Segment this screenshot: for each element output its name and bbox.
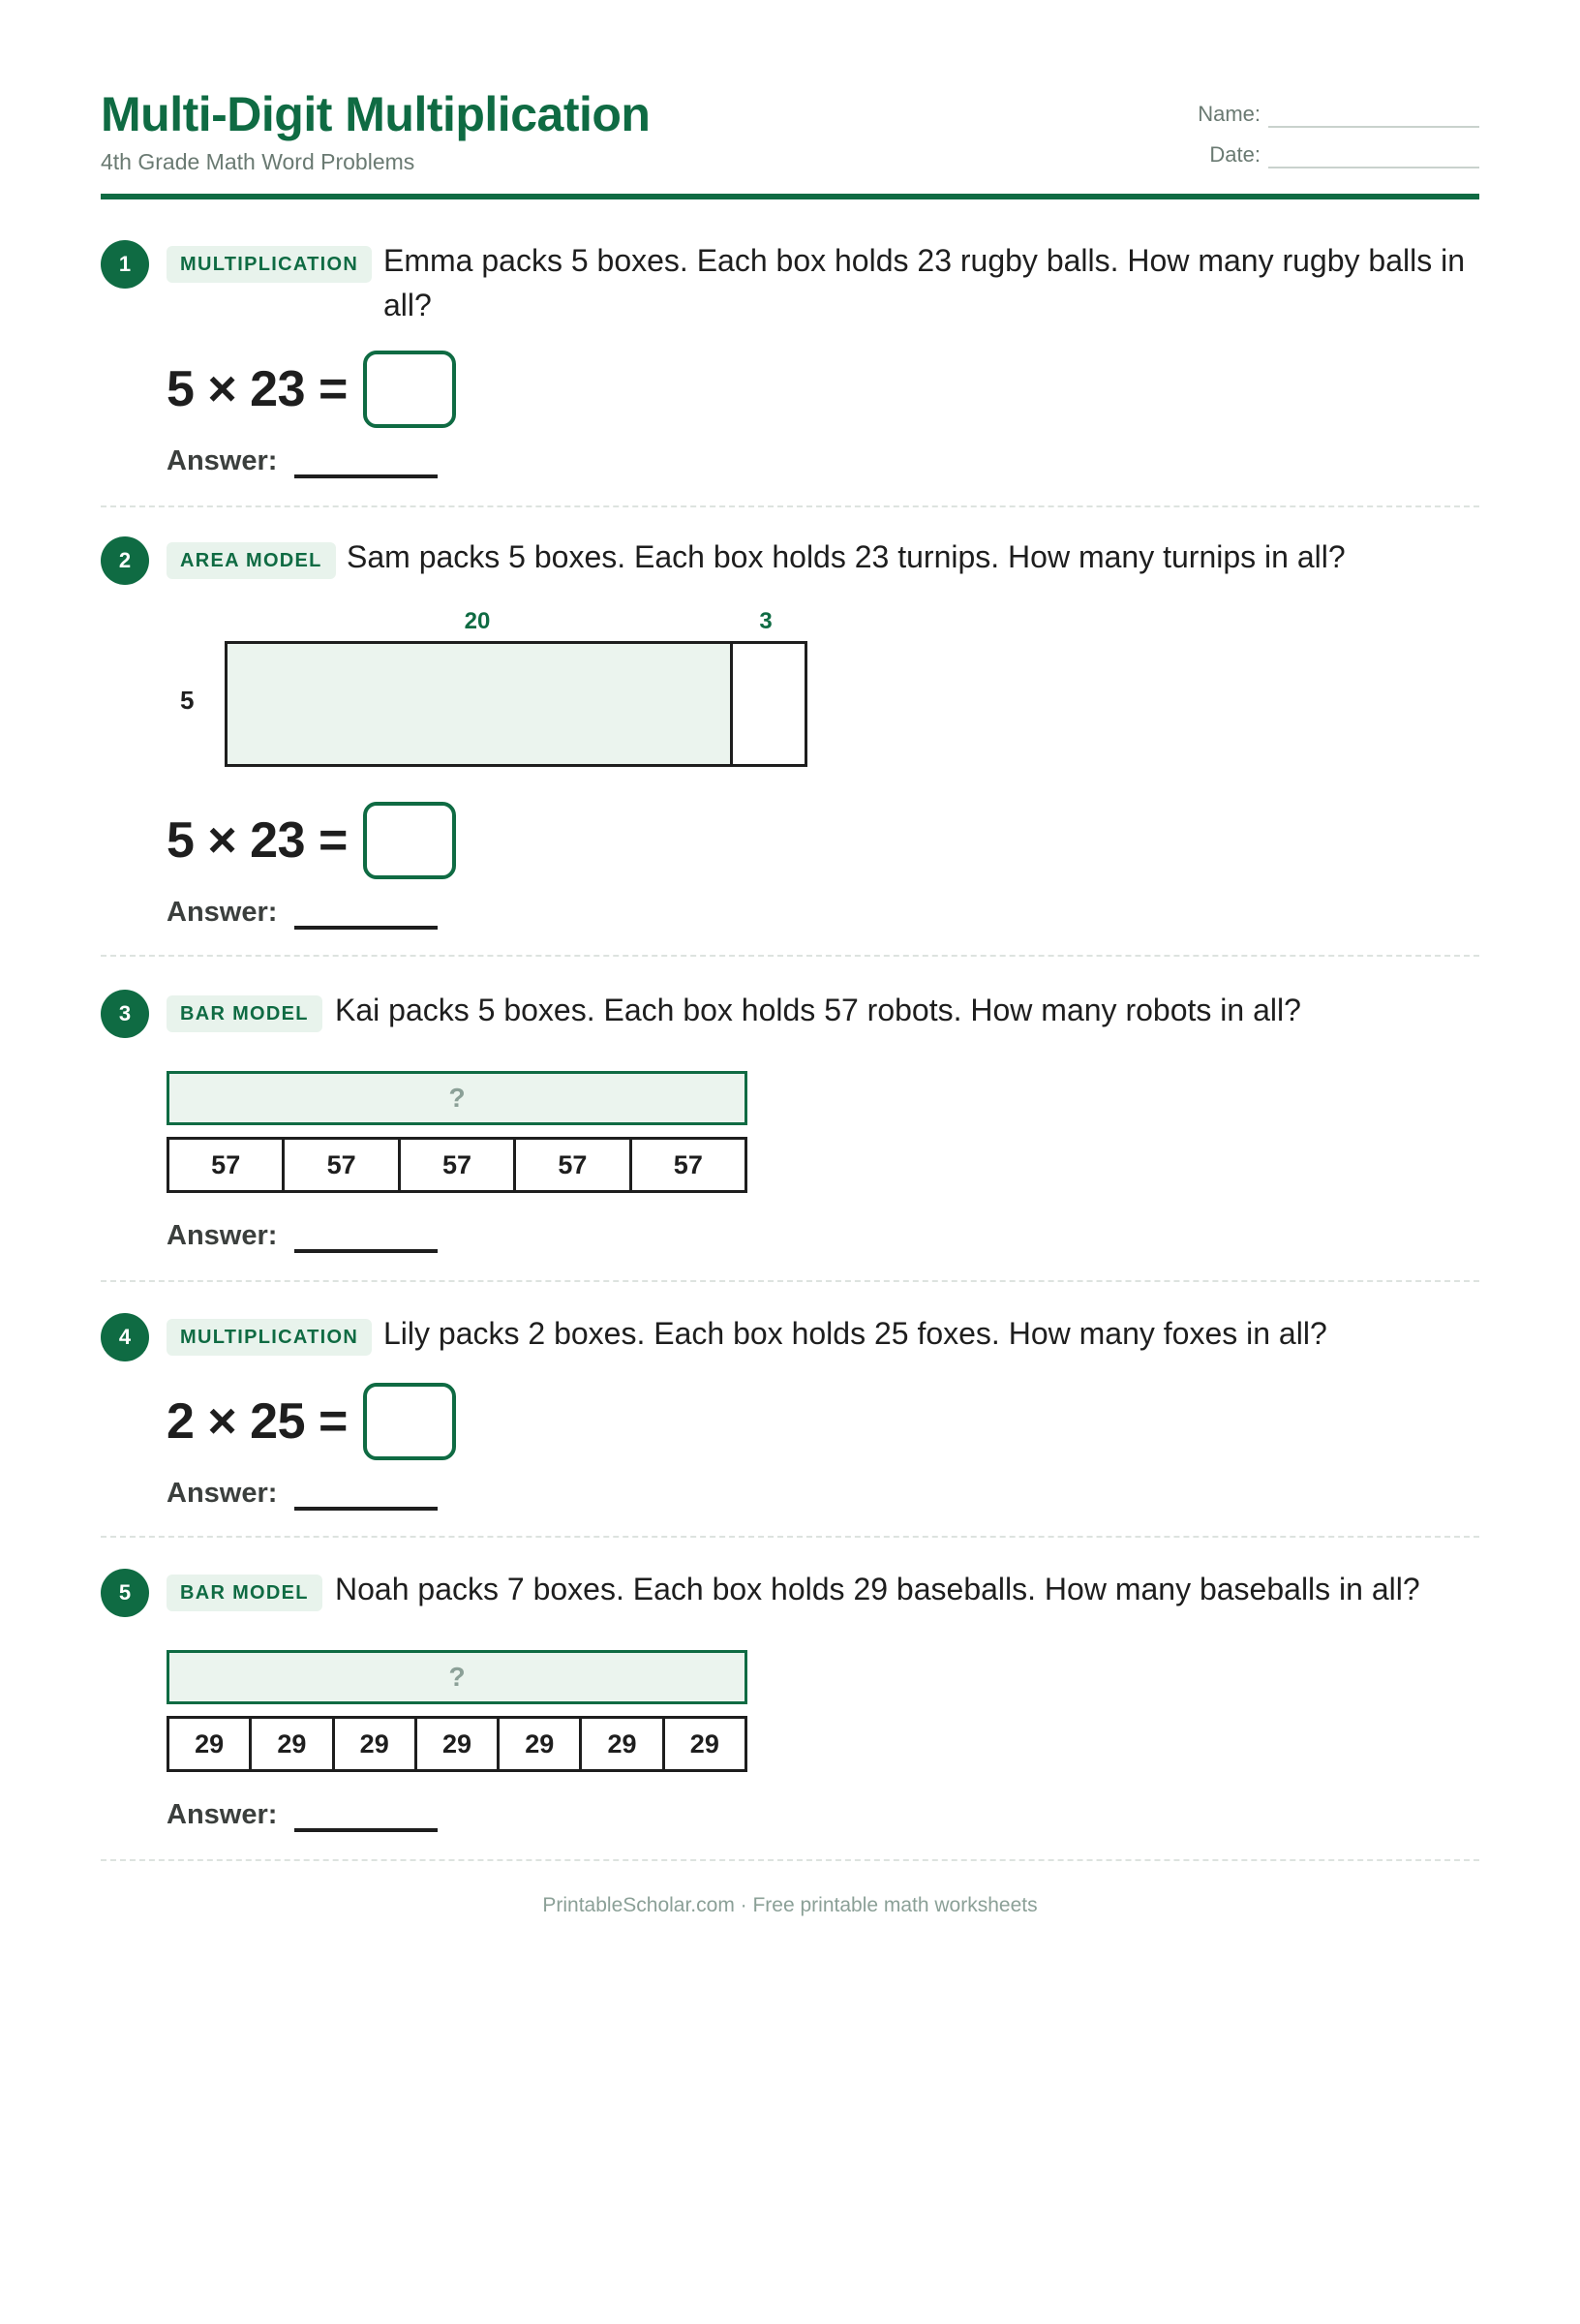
area-cell-tens [225, 641, 733, 767]
name-line[interactable] [1268, 107, 1479, 128]
problem-question: Emma packs 5 boxes. Each box holds 23 rugby balls. How many rugby balls in all? [383, 243, 1465, 322]
bar-total: ? [167, 1071, 747, 1125]
answer-row [167, 1793, 438, 1832]
worksheet-page [101, 0, 1479, 2324]
name-label: Name: [1198, 102, 1261, 126]
answer-row [167, 1214, 438, 1253]
answer-label: Answer: [167, 1478, 278, 1509]
bar-part: 29 [417, 1719, 500, 1769]
bar-part: 29 [582, 1719, 664, 1769]
worksheet-header [101, 83, 1479, 199]
equation-text: 2 × 25 = [167, 1393, 348, 1450]
bar-part: 57 [285, 1140, 400, 1190]
date-line[interactable] [1268, 147, 1479, 168]
equation-text: 5 × 23 = [167, 361, 348, 417]
problem-tag: MULTIPLICATION [167, 1319, 372, 1356]
footer-text: PrintableScholar.com · Free printable math worksheets [542, 1894, 1038, 1916]
bar-part: 57 [673, 1149, 703, 1179]
name-field[interactable] [1198, 99, 1479, 128]
bar-parts [167, 1137, 747, 1193]
bar-part: 57 [401, 1140, 516, 1190]
problem-5 [101, 1569, 1479, 1861]
bar-part: 29 [335, 1719, 417, 1769]
area-side-label: 5 [180, 686, 195, 715]
bar-part: 57 [169, 1140, 285, 1190]
bar-model [167, 1650, 747, 1774]
answer-box[interactable] [363, 802, 456, 879]
problem-tag: BAR MODEL [167, 995, 322, 1032]
problem-number: 2 [101, 536, 149, 585]
problem-2 [101, 536, 1479, 957]
problem-tag: AREA MODEL [167, 542, 336, 579]
bar-model [167, 1071, 747, 1195]
answer-row [167, 440, 438, 478]
answer-box[interactable] [363, 1383, 456, 1460]
equation [167, 1383, 456, 1460]
bar-part: 29 [500, 1719, 582, 1769]
bar-total: ? [167, 1650, 747, 1704]
answer-row [167, 891, 438, 930]
equation-text: 5 × 23 = [167, 812, 348, 869]
problem-tag: BAR MODEL [167, 1575, 322, 1611]
problem-tag: MULTIPLICATION [167, 246, 372, 283]
problem-number: 3 [101, 990, 149, 1038]
bar-part: 57 [516, 1140, 631, 1190]
bar-part: 29 [689, 1728, 719, 1758]
date-label: Date: [1209, 142, 1261, 167]
answer-label: Answer: [167, 1799, 278, 1830]
problem-question: Sam packs 5 boxes. Each box holds 23 turnips. How many turnips in all? [347, 539, 1346, 574]
area-model [167, 608, 844, 782]
equation [167, 351, 456, 428]
date-field[interactable] [1209, 139, 1479, 168]
answer-line[interactable] [294, 901, 438, 930]
page-title: Multi-Digit Multiplication [101, 87, 651, 141]
page-subtitle: 4th Grade Math Word Problems [101, 149, 415, 174]
answer-line[interactable] [294, 449, 438, 478]
problem-3 [101, 990, 1479, 1282]
problem-1 [101, 238, 1479, 507]
area-top-label: 3 [759, 608, 773, 634]
problem-question: Lily packs 2 boxes. Each box holds 25 foxes. How many foxes in all? [383, 1316, 1327, 1351]
answer-line[interactable] [294, 1803, 438, 1832]
problem-question: Noah packs 7 boxes. Each box holds 29 baseballs. How many baseballs in all? [335, 1572, 1420, 1606]
answer-label: Answer: [167, 1220, 278, 1251]
answer-row [167, 1472, 438, 1511]
answer-line[interactable] [294, 1224, 438, 1253]
problem-number: 1 [101, 240, 149, 289]
area-cell-ones [730, 641, 807, 767]
answer-label: Answer: [167, 445, 278, 476]
bar-part: 29 [252, 1719, 334, 1769]
bar-part: 29 [169, 1719, 252, 1769]
problem-number: 5 [101, 1569, 149, 1617]
equation [167, 802, 456, 879]
problem-number: 4 [101, 1313, 149, 1361]
bar-parts [167, 1716, 747, 1772]
area-top-label: 20 [464, 608, 491, 634]
answer-line[interactable] [294, 1482, 438, 1511]
answer-label: Answer: [167, 897, 278, 928]
problem-question: Kai packs 5 boxes. Each box holds 57 robots. How many robots in all? [335, 993, 1301, 1027]
problem-4 [101, 1313, 1479, 1538]
answer-box[interactable] [363, 351, 456, 428]
